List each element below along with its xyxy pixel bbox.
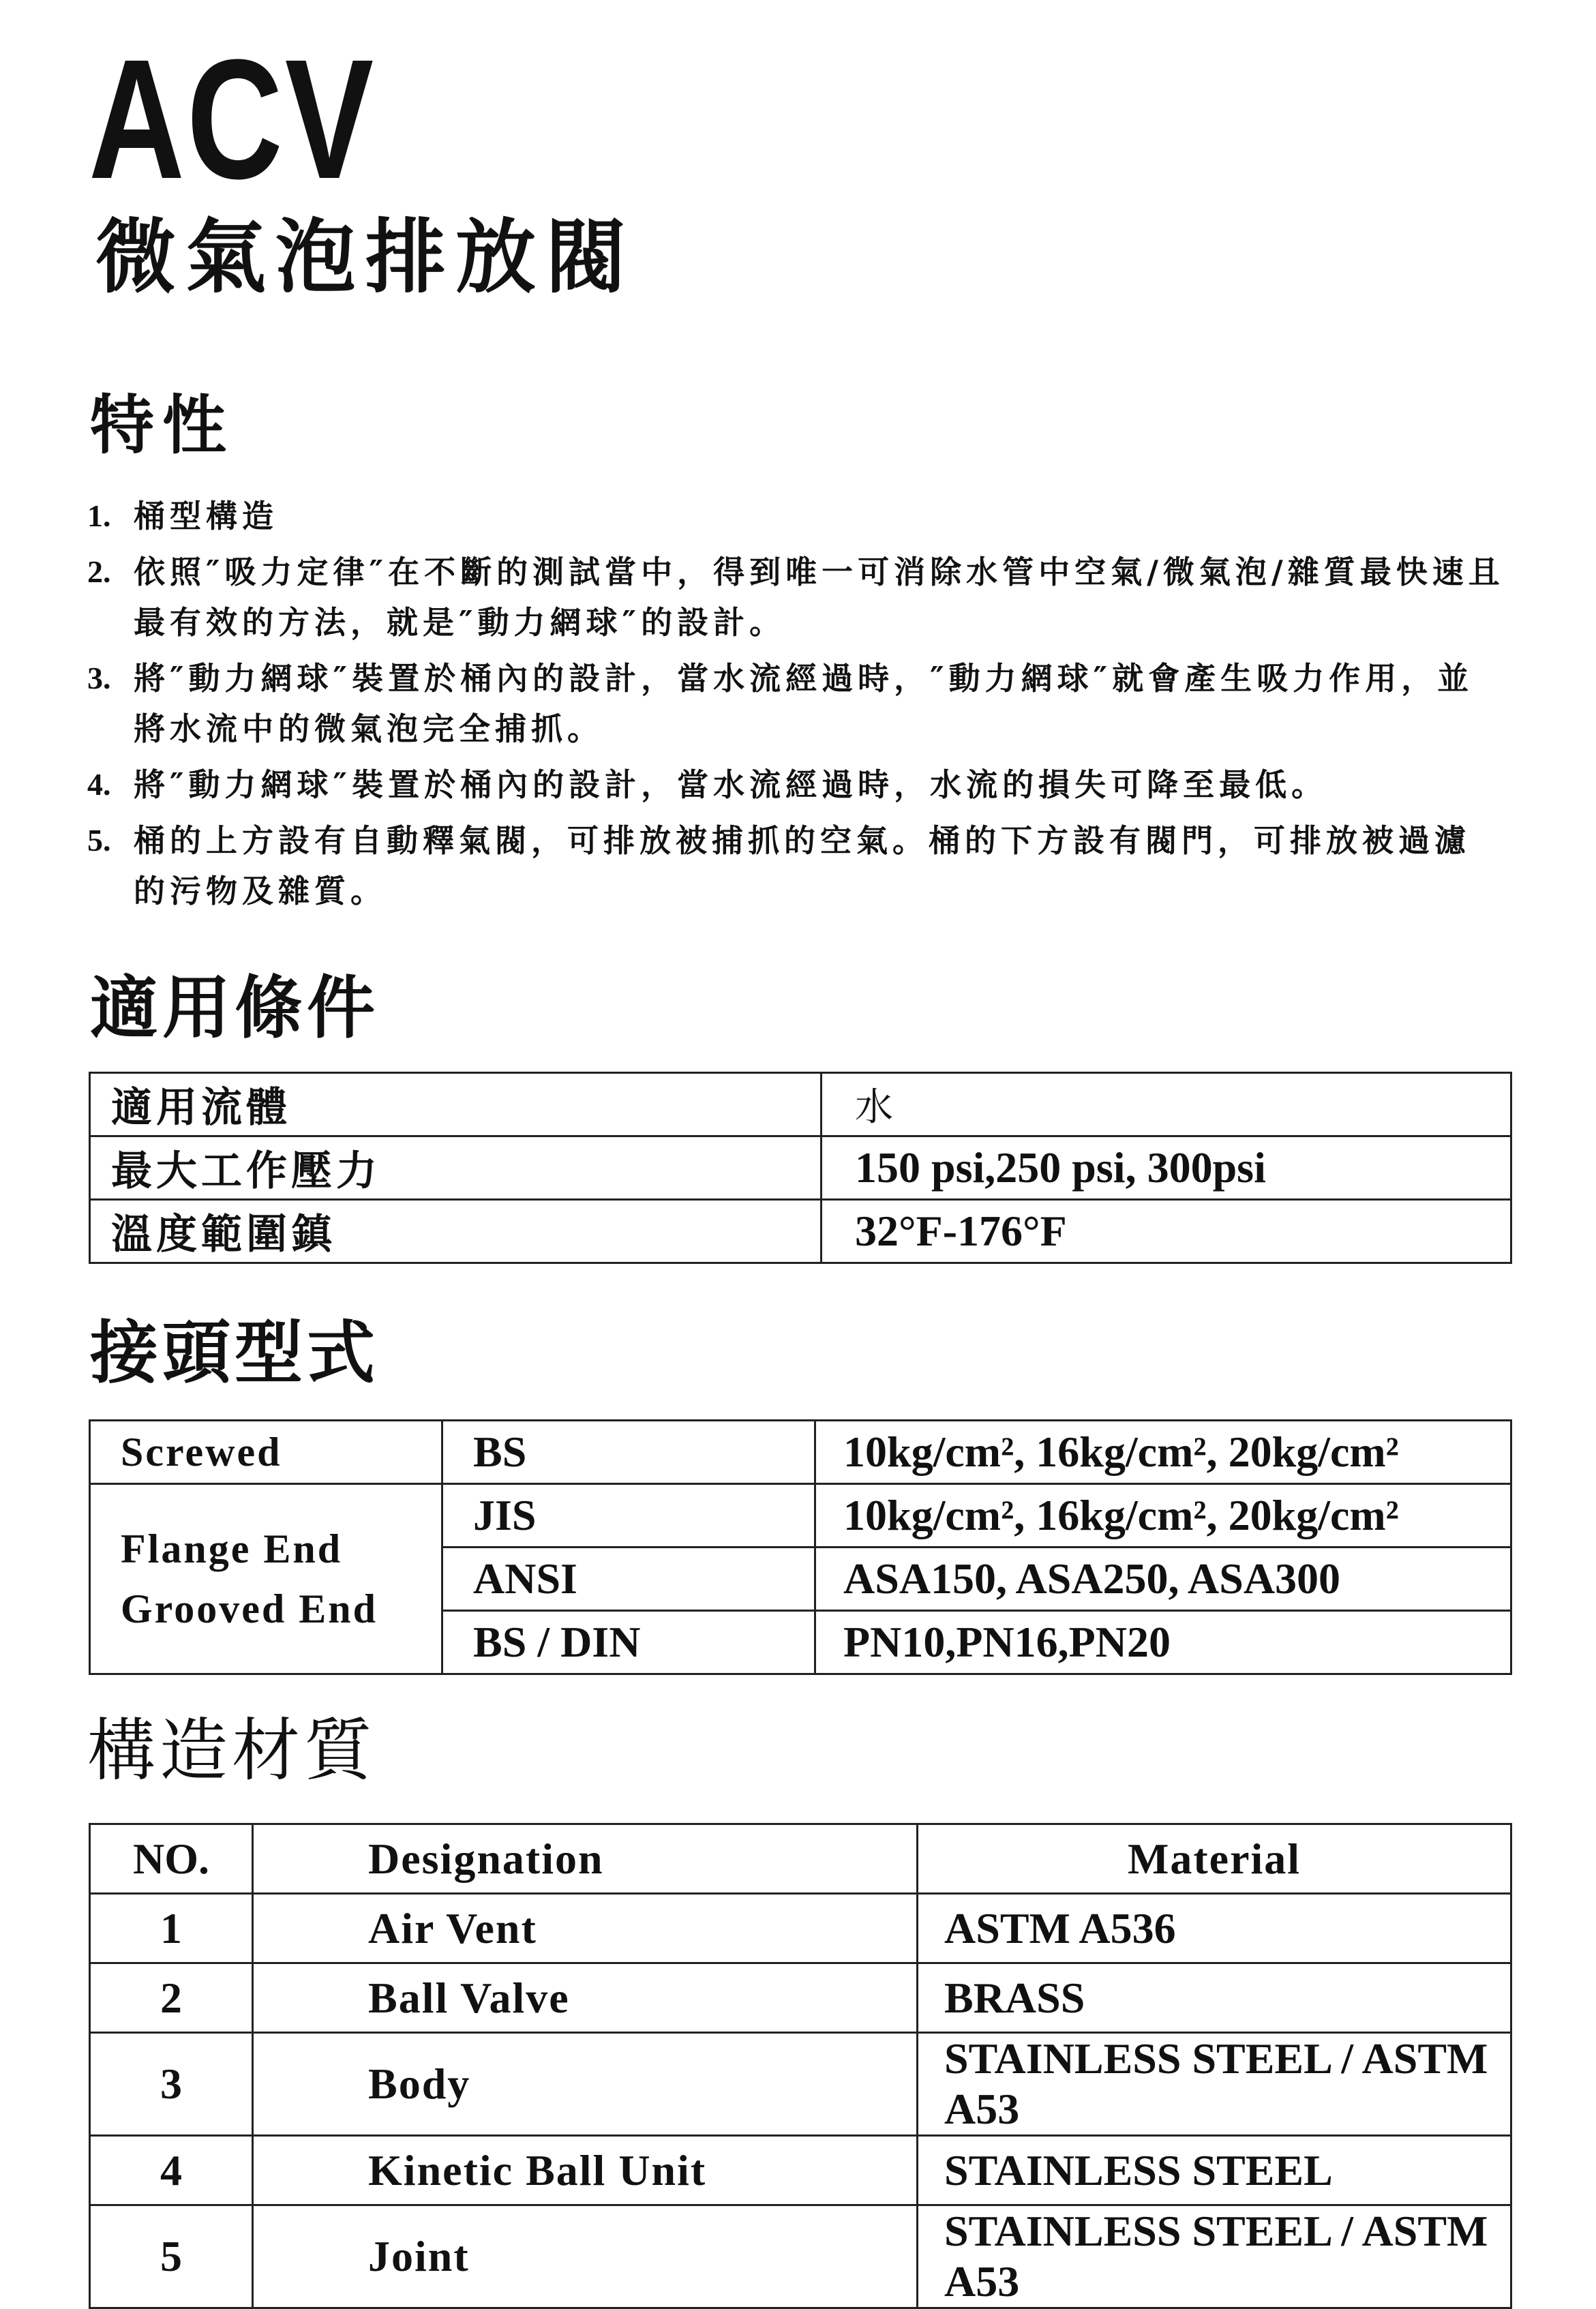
table-row: [90, 2205, 1511, 2308]
connection-standard: JIS: [442, 1484, 815, 1548]
feature-item: [87, 759, 1505, 810]
table-row: [90, 1136, 1511, 1200]
condition-label: 適用流體: [90, 1073, 822, 1136]
condition-value: 32°F-176°F: [822, 1200, 1511, 1263]
feature-number: 4.: [87, 767, 111, 802]
feature-text: 桶的上方設有自動釋氣閥，可排放被捕抓的空氣。桶的下方設有閥門，可排放被過濾的污物及雜質。: [134, 822, 1471, 909]
connection-rating: 10kg/cm², 16kg/cm², 20kg/cm²: [815, 1484, 1511, 1548]
features-list: [87, 491, 1505, 922]
grooved-end-label: Grooved End: [121, 1586, 378, 1631]
table-row: [90, 1073, 1511, 1136]
feature-item: [87, 815, 1505, 916]
column-header-material: Material: [918, 1824, 1511, 1894]
connections-heading: 接頭型式: [90, 1312, 379, 1393]
connection-rating: 10kg/cm², 16kg/cm², 20kg/cm²: [815, 1421, 1511, 1484]
part-number: 4: [90, 2136, 253, 2205]
connection-standard: ANSI: [442, 1548, 815, 1611]
materials-heading: 構造材質: [87, 1710, 376, 1790]
product-model: ACV: [89, 24, 376, 214]
feature-number: 5.: [87, 823, 111, 858]
feature-item: [87, 491, 1505, 541]
connection-type-screwed: Screwed: [90, 1421, 442, 1484]
condition-label: 最大工作壓力: [90, 1136, 822, 1200]
part-number: 3: [90, 2033, 253, 2136]
feature-item: [87, 547, 1505, 648]
table-row: [90, 2033, 1511, 2136]
feature-number: 3.: [87, 661, 111, 695]
column-header-no: NO.: [90, 1824, 253, 1894]
feature-text: 將″動力網球″裝置於桶內的設計，當水流經過時，″動力網球″就會產生吸力作用，並將水流中的微氣泡完全捕抓。: [134, 660, 1474, 747]
condition-label: 溫度範圍鎮: [90, 1200, 822, 1263]
connection-standard: BS: [442, 1421, 815, 1484]
table-row: [90, 1200, 1511, 1263]
connections-table: [89, 1419, 1512, 1675]
part-material: STAINLESS STEEL / ASTM A53: [918, 2033, 1511, 2136]
part-designation: Air Vent: [253, 1894, 918, 1963]
table-header-row: [90, 1824, 1511, 1894]
part-material: BRASS: [918, 1963, 1511, 2033]
connection-rating: PN10,PN16,PN20: [815, 1611, 1511, 1674]
features-heading: 特性: [90, 389, 235, 463]
part-designation: Body: [253, 2033, 918, 2136]
part-number: 1: [90, 1894, 253, 1963]
part-material: STAINLESS STEEL: [918, 2136, 1511, 2205]
part-designation: Ball Valve: [253, 1963, 918, 2033]
table-row: [90, 1963, 1511, 2033]
part-material: ASTM A536: [918, 1894, 1511, 1963]
connection-rating: ASA150, ASA250, ASA300: [815, 1548, 1511, 1611]
feature-number: 2.: [87, 554, 111, 589]
feature-text: 依照″吸力定律″在不斷的測試當中，得到唯一可消除水管中空氣/微氣泡/雜質最快速且最有效的方法，就是″動力網球″的設計。: [134, 554, 1505, 641]
materials-table: [89, 1823, 1512, 2309]
part-designation: Kinetic Ball Unit: [253, 2136, 918, 2205]
table-row: [90, 2136, 1511, 2205]
table-row: [90, 1894, 1511, 1963]
feature-text: 將″動力網球″裝置於桶內的設計，當水流經過時，水流的損失可降至最低。: [134, 766, 1328, 803]
feature-text: 桶型構造: [134, 498, 278, 534]
column-header-designation: Designation: [253, 1824, 918, 1894]
table-row: [90, 1421, 1511, 1484]
flange-end-label: Flange End: [121, 1526, 343, 1571]
part-designation: Joint: [253, 2205, 918, 2308]
feature-number: 1.: [87, 498, 111, 533]
condition-value: 150 psi,250 psi, 300psi: [822, 1136, 1511, 1200]
connection-type-flange-grooved: [90, 1484, 442, 1674]
part-material: STAINLESS STEEL / ASTM A53: [918, 2205, 1511, 2308]
product-name: 微氣泡排放閥: [95, 210, 636, 304]
table-row: [90, 1484, 1511, 1548]
part-number: 5: [90, 2205, 253, 2308]
connection-standard: BS / DIN: [442, 1611, 815, 1674]
conditions-heading: 適用條件: [90, 967, 379, 1048]
condition-value: 水: [822, 1073, 1511, 1136]
conditions-table: [89, 1072, 1512, 1264]
part-number: 2: [90, 1963, 253, 2033]
feature-item: [87, 653, 1505, 754]
